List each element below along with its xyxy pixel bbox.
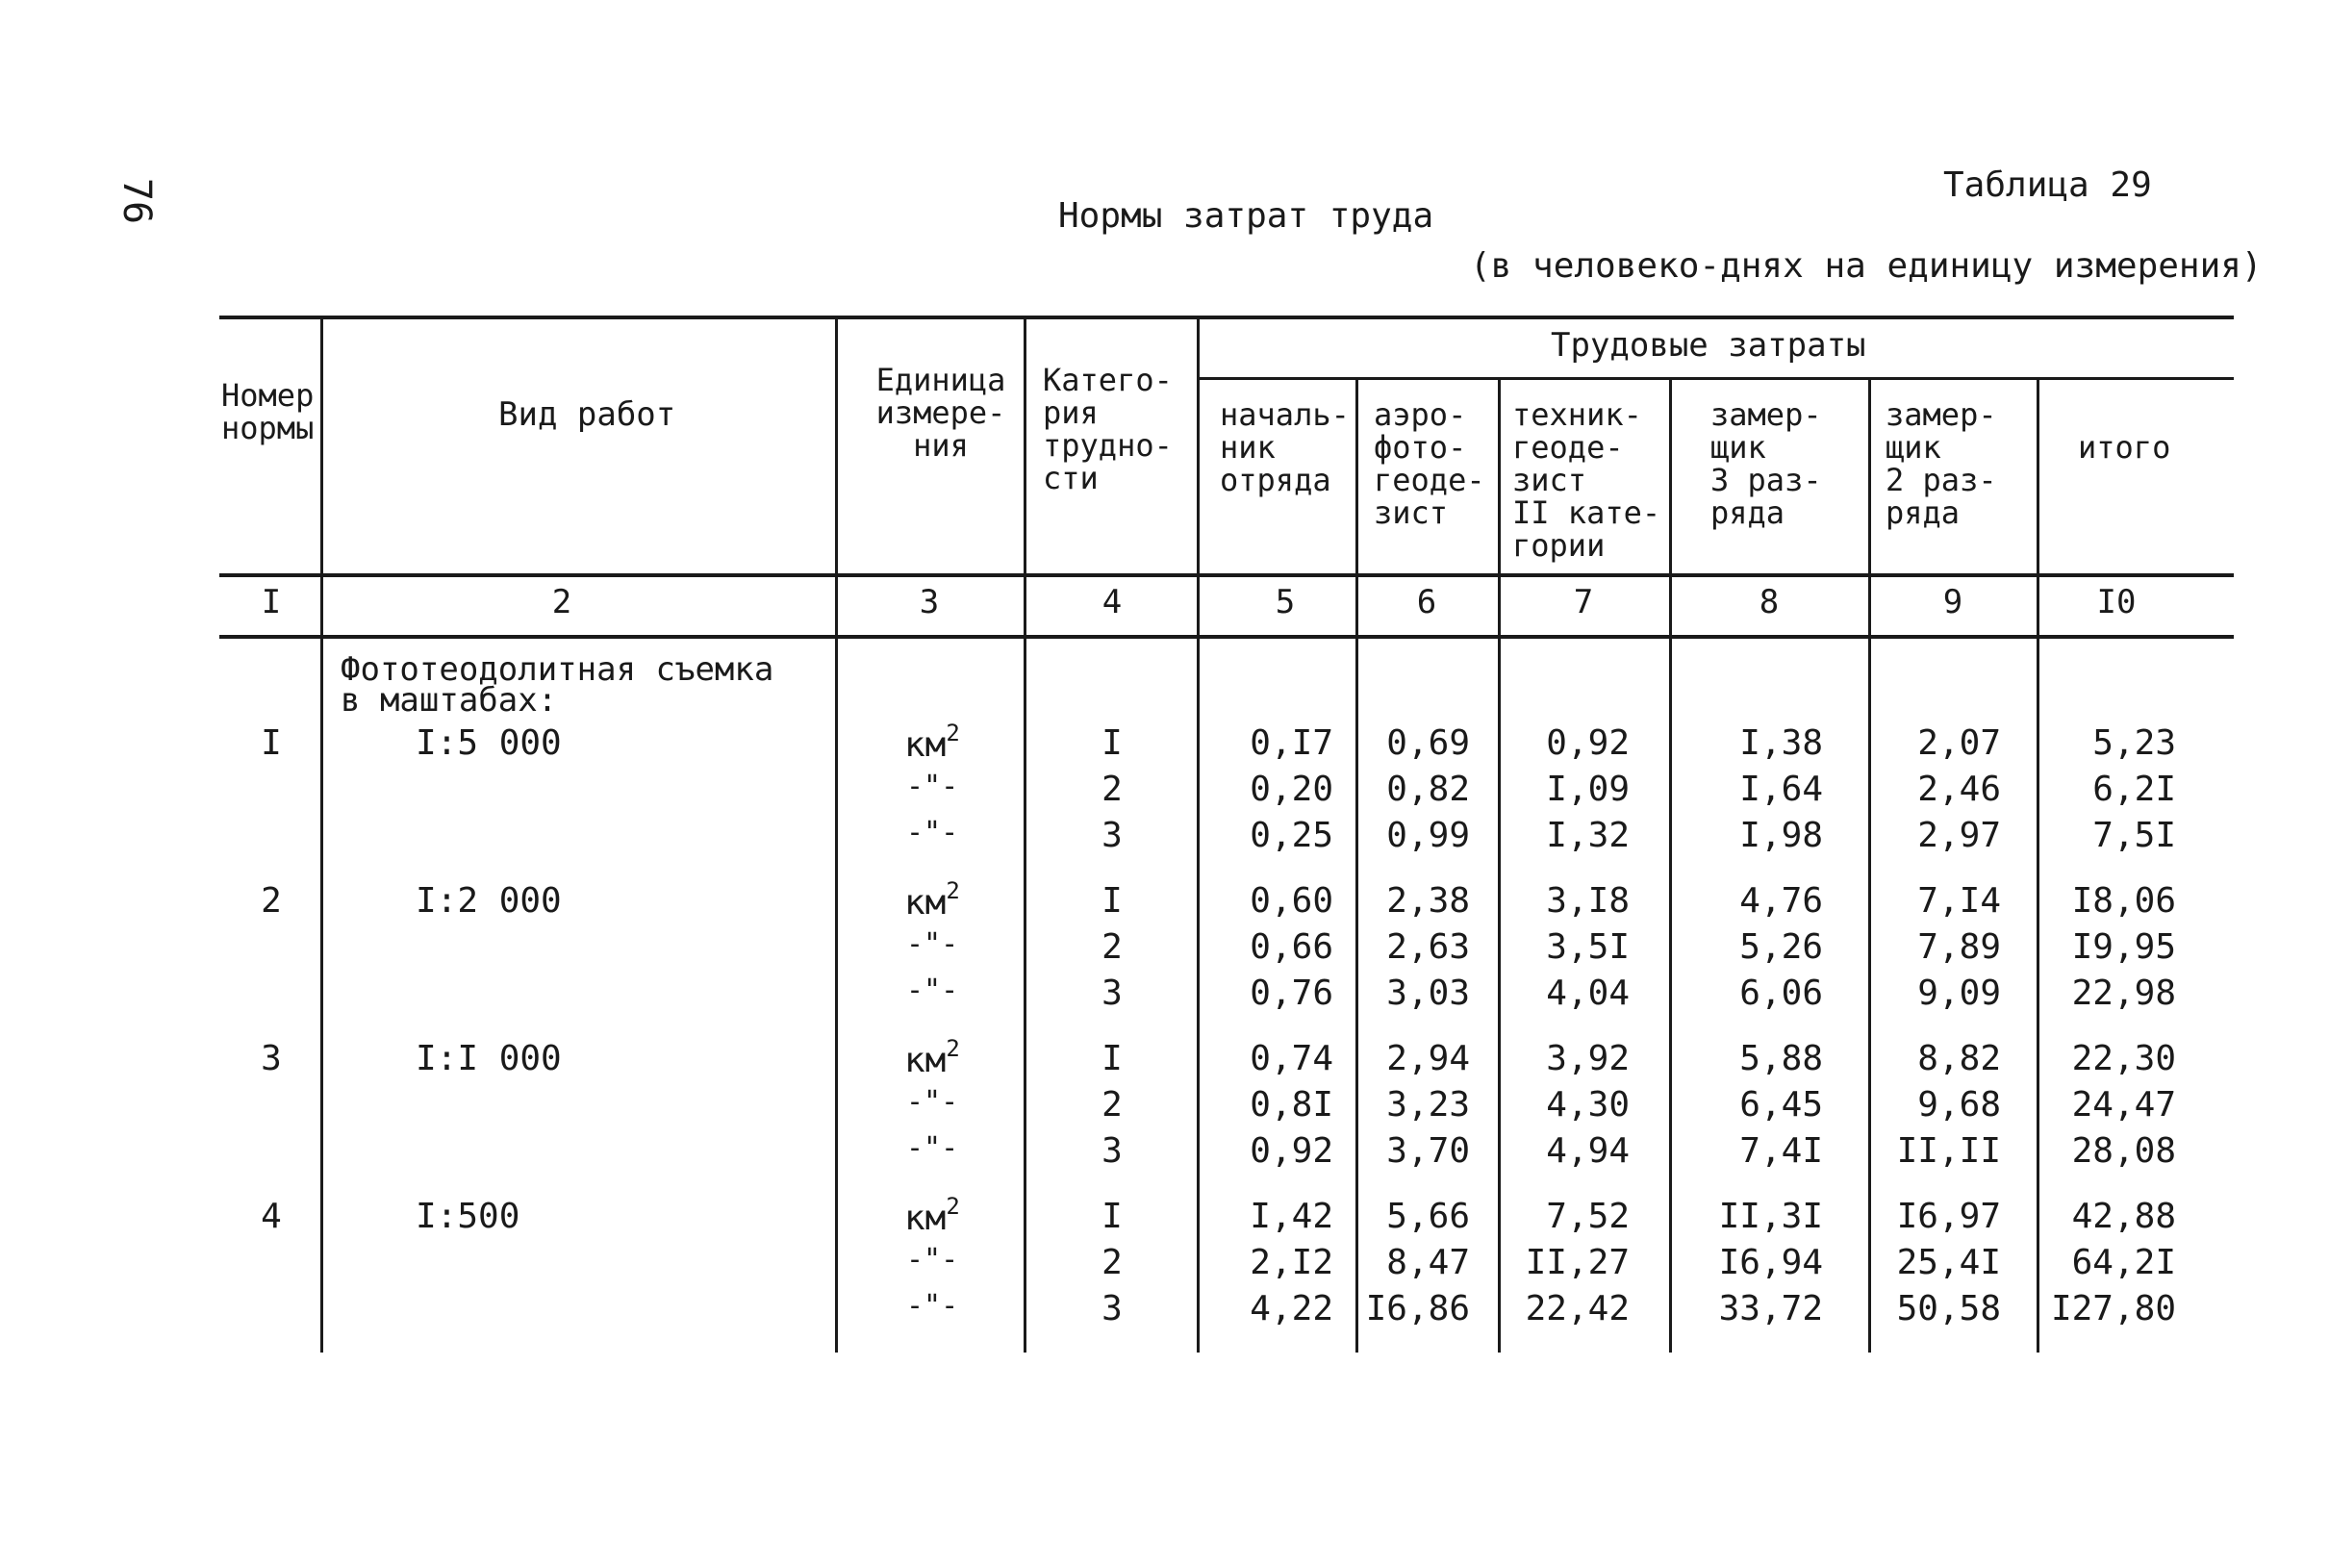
value-cell: 22,42 bbox=[1525, 1289, 1630, 1328]
value-cell: 22,30 bbox=[2071, 1039, 2176, 1078]
value-cell: II,27 bbox=[1525, 1243, 1630, 1282]
value-cell: 0,92 bbox=[1546, 723, 1630, 763]
value-cell: 8,82 bbox=[1917, 1039, 2001, 1078]
value-cell: 3,70 bbox=[1386, 1131, 1470, 1171]
value-cell: 2,46 bbox=[1917, 770, 2001, 809]
header-measurer-3: замер- щик 3 раз- ряда bbox=[1710, 396, 1822, 531]
value-cell: 3,I8 bbox=[1546, 881, 1630, 921]
category: 3 bbox=[1101, 816, 1123, 855]
value-cell: 2,63 bbox=[1386, 927, 1470, 967]
unit-km2: $км^2$ bbox=[904, 1193, 960, 1238]
value-cell: I,32 bbox=[1546, 816, 1630, 855]
norm-number: 3 bbox=[261, 1039, 282, 1078]
category: 2 bbox=[1101, 770, 1123, 809]
col-divider-1 bbox=[320, 316, 323, 1353]
value-cell: 2,94 bbox=[1386, 1039, 1470, 1078]
value-cell: I,42 bbox=[1250, 1197, 1333, 1236]
value-cell: 9,68 bbox=[1917, 1085, 2001, 1125]
unit-km2: $км^2$ bbox=[904, 1035, 960, 1080]
value-cell: I,38 bbox=[1739, 723, 1823, 763]
value-cell: I27,80 bbox=[2050, 1289, 2176, 1328]
value-cell: 0,69 bbox=[1386, 723, 1470, 763]
value-cell: I6,97 bbox=[1896, 1197, 2001, 1236]
value-cell: 24,47 bbox=[2071, 1085, 2176, 1125]
value-cell: 7,I4 bbox=[1917, 881, 2001, 921]
value-cell: I,09 bbox=[1546, 770, 1630, 809]
category: 2 bbox=[1101, 927, 1123, 967]
unit-km2: $км^2$ bbox=[904, 877, 960, 923]
col-divider-3 bbox=[1024, 316, 1026, 1353]
column-number: I bbox=[261, 583, 282, 621]
value-cell: 3,23 bbox=[1386, 1085, 1470, 1125]
header-norm-number: Номер нормы bbox=[221, 377, 315, 446]
category: 2 bbox=[1101, 1243, 1123, 1282]
value-cell: 0,8I bbox=[1250, 1085, 1333, 1125]
page-number: 76 bbox=[114, 177, 160, 225]
table-label: Таблица 29 bbox=[1943, 165, 2152, 205]
value-cell: 0,25 bbox=[1250, 816, 1333, 855]
value-cell: 6,2I bbox=[2092, 770, 2176, 809]
category: I bbox=[1101, 723, 1123, 763]
header-measurer-2: замер- щик 2 раз- ряда bbox=[1886, 396, 1997, 531]
unit-ditto: -"- bbox=[906, 1243, 959, 1277]
header-work-type: Вид работ bbox=[498, 395, 676, 434]
value-cell: II,3I bbox=[1718, 1197, 1823, 1236]
value-cell: 0,74 bbox=[1250, 1039, 1333, 1078]
value-cell: 64,2I bbox=[2071, 1243, 2176, 1282]
unit-ditto: -"- bbox=[906, 816, 959, 849]
value-cell: 3,92 bbox=[1546, 1039, 1630, 1078]
value-cell: I6,86 bbox=[1365, 1289, 1470, 1328]
value-cell: 2,97 bbox=[1917, 816, 2001, 855]
value-cell: II,II bbox=[1896, 1131, 2001, 1171]
value-cell: 4,22 bbox=[1250, 1289, 1333, 1328]
value-cell: 33,72 bbox=[1718, 1289, 1823, 1328]
column-number: 8 bbox=[1759, 583, 1780, 621]
value-cell: 9,09 bbox=[1917, 974, 2001, 1013]
value-cell: 4,30 bbox=[1546, 1085, 1630, 1125]
value-cell: 0,20 bbox=[1250, 770, 1333, 809]
header-technician: техник- геоде- зист II кате- гории bbox=[1512, 396, 1661, 564]
scale-label: I:2 000 bbox=[416, 881, 562, 921]
table-subtitle: (в человеко-днях на единицу измерения) bbox=[1470, 246, 2263, 286]
unit-ditto: -"- bbox=[906, 974, 959, 1007]
column-number: 6 bbox=[1416, 583, 1437, 621]
unit-ditto: -"- bbox=[906, 1289, 959, 1323]
column-number: 7 bbox=[1573, 583, 1594, 621]
column-numbers-rule bbox=[219, 635, 2234, 639]
scale-label: I:500 bbox=[416, 1197, 520, 1236]
header-aerial-geodesist: аэро- фото- геоде- зист bbox=[1374, 396, 1485, 531]
value-cell: 0,76 bbox=[1250, 974, 1333, 1013]
value-cell: 4,94 bbox=[1546, 1131, 1630, 1171]
value-cell: 0,I7 bbox=[1250, 723, 1333, 763]
header-unit: Единица измере- ния bbox=[875, 362, 1006, 464]
table-top-rule bbox=[219, 316, 2234, 319]
unit-ditto: -"- bbox=[906, 1085, 959, 1119]
value-cell: I,98 bbox=[1739, 816, 1823, 855]
column-number: 5 bbox=[1275, 583, 1296, 621]
column-number: 9 bbox=[1942, 583, 1963, 621]
scale-label: I:I 000 bbox=[416, 1039, 562, 1078]
category: 3 bbox=[1101, 1289, 1123, 1328]
unit-km2: $км^2$ bbox=[904, 720, 960, 765]
value-cell: 6,06 bbox=[1739, 974, 1823, 1013]
value-cell: 50,58 bbox=[1896, 1289, 2001, 1328]
header-category: Катего- рия трудно- сти bbox=[1043, 362, 1173, 496]
category: I bbox=[1101, 881, 1123, 921]
unit-ditto: -"- bbox=[906, 770, 959, 803]
category: 3 bbox=[1101, 1131, 1123, 1171]
value-cell: 42,88 bbox=[2071, 1197, 2176, 1236]
column-number: 2 bbox=[551, 583, 572, 621]
group-header-rule bbox=[1197, 377, 2234, 380]
value-cell: 0,66 bbox=[1250, 927, 1333, 967]
column-number: 3 bbox=[919, 583, 940, 621]
header-bottom-rule bbox=[219, 573, 2234, 577]
value-cell: 4,76 bbox=[1739, 881, 1823, 921]
value-cell: 5,26 bbox=[1739, 927, 1823, 967]
category: 3 bbox=[1101, 974, 1123, 1013]
value-cell: 3,5I bbox=[1546, 927, 1630, 967]
value-cell: 7,5I bbox=[2092, 816, 2176, 855]
category: I bbox=[1101, 1197, 1123, 1236]
header-total: итого bbox=[2078, 429, 2171, 466]
value-cell: 2,I2 bbox=[1250, 1243, 1333, 1282]
value-cell: 2,07 bbox=[1917, 723, 2001, 763]
value-cell: I8,06 bbox=[2071, 881, 2176, 921]
value-cell: 22,98 bbox=[2071, 974, 2176, 1013]
table-title: Нормы затрат труда bbox=[1058, 196, 1434, 236]
section-title: Фототеодолитная съемка bbox=[341, 650, 774, 689]
norm-number: I bbox=[261, 723, 282, 763]
value-cell: 5,66 bbox=[1386, 1197, 1470, 1236]
value-cell: 7,52 bbox=[1546, 1197, 1630, 1236]
value-cell: 4,04 bbox=[1546, 974, 1630, 1013]
value-cell: 0,82 bbox=[1386, 770, 1470, 809]
norm-number: 4 bbox=[261, 1197, 282, 1236]
value-cell: I9,95 bbox=[2071, 927, 2176, 967]
section-subtitle: в маштабах: bbox=[341, 681, 558, 720]
category: I bbox=[1101, 1039, 1123, 1078]
norm-number: 2 bbox=[261, 881, 282, 921]
value-cell: 7,4I bbox=[1739, 1131, 1823, 1171]
value-cell: 0,60 bbox=[1250, 881, 1333, 921]
value-cell: I6,94 bbox=[1718, 1243, 1823, 1282]
header-chief: началь- ник отряда bbox=[1220, 396, 1350, 498]
value-cell: 0,92 bbox=[1250, 1131, 1333, 1171]
column-number: I0 bbox=[2096, 583, 2137, 621]
column-number: 4 bbox=[1101, 583, 1123, 621]
unit-ditto: -"- bbox=[906, 927, 959, 961]
unit-ditto: -"- bbox=[906, 1131, 959, 1165]
value-cell: 6,45 bbox=[1739, 1085, 1823, 1125]
value-cell: 8,47 bbox=[1386, 1243, 1470, 1282]
scale-label: I:5 000 bbox=[416, 723, 562, 763]
value-cell: 7,89 bbox=[1917, 927, 2001, 967]
col-divider-2 bbox=[835, 316, 838, 1353]
value-cell: 25,4I bbox=[1896, 1243, 2001, 1282]
category: 2 bbox=[1101, 1085, 1123, 1125]
value-cell: I,64 bbox=[1739, 770, 1823, 809]
value-cell: 5,23 bbox=[2092, 723, 2176, 763]
value-cell: 0,99 bbox=[1386, 816, 1470, 855]
value-cell: 3,03 bbox=[1386, 974, 1470, 1013]
value-cell: 2,38 bbox=[1386, 881, 1470, 921]
value-cell: 5,88 bbox=[1739, 1039, 1823, 1078]
value-cell: 28,08 bbox=[2071, 1131, 2176, 1171]
header-labor-costs: Трудовые затраты bbox=[1551, 326, 1866, 365]
